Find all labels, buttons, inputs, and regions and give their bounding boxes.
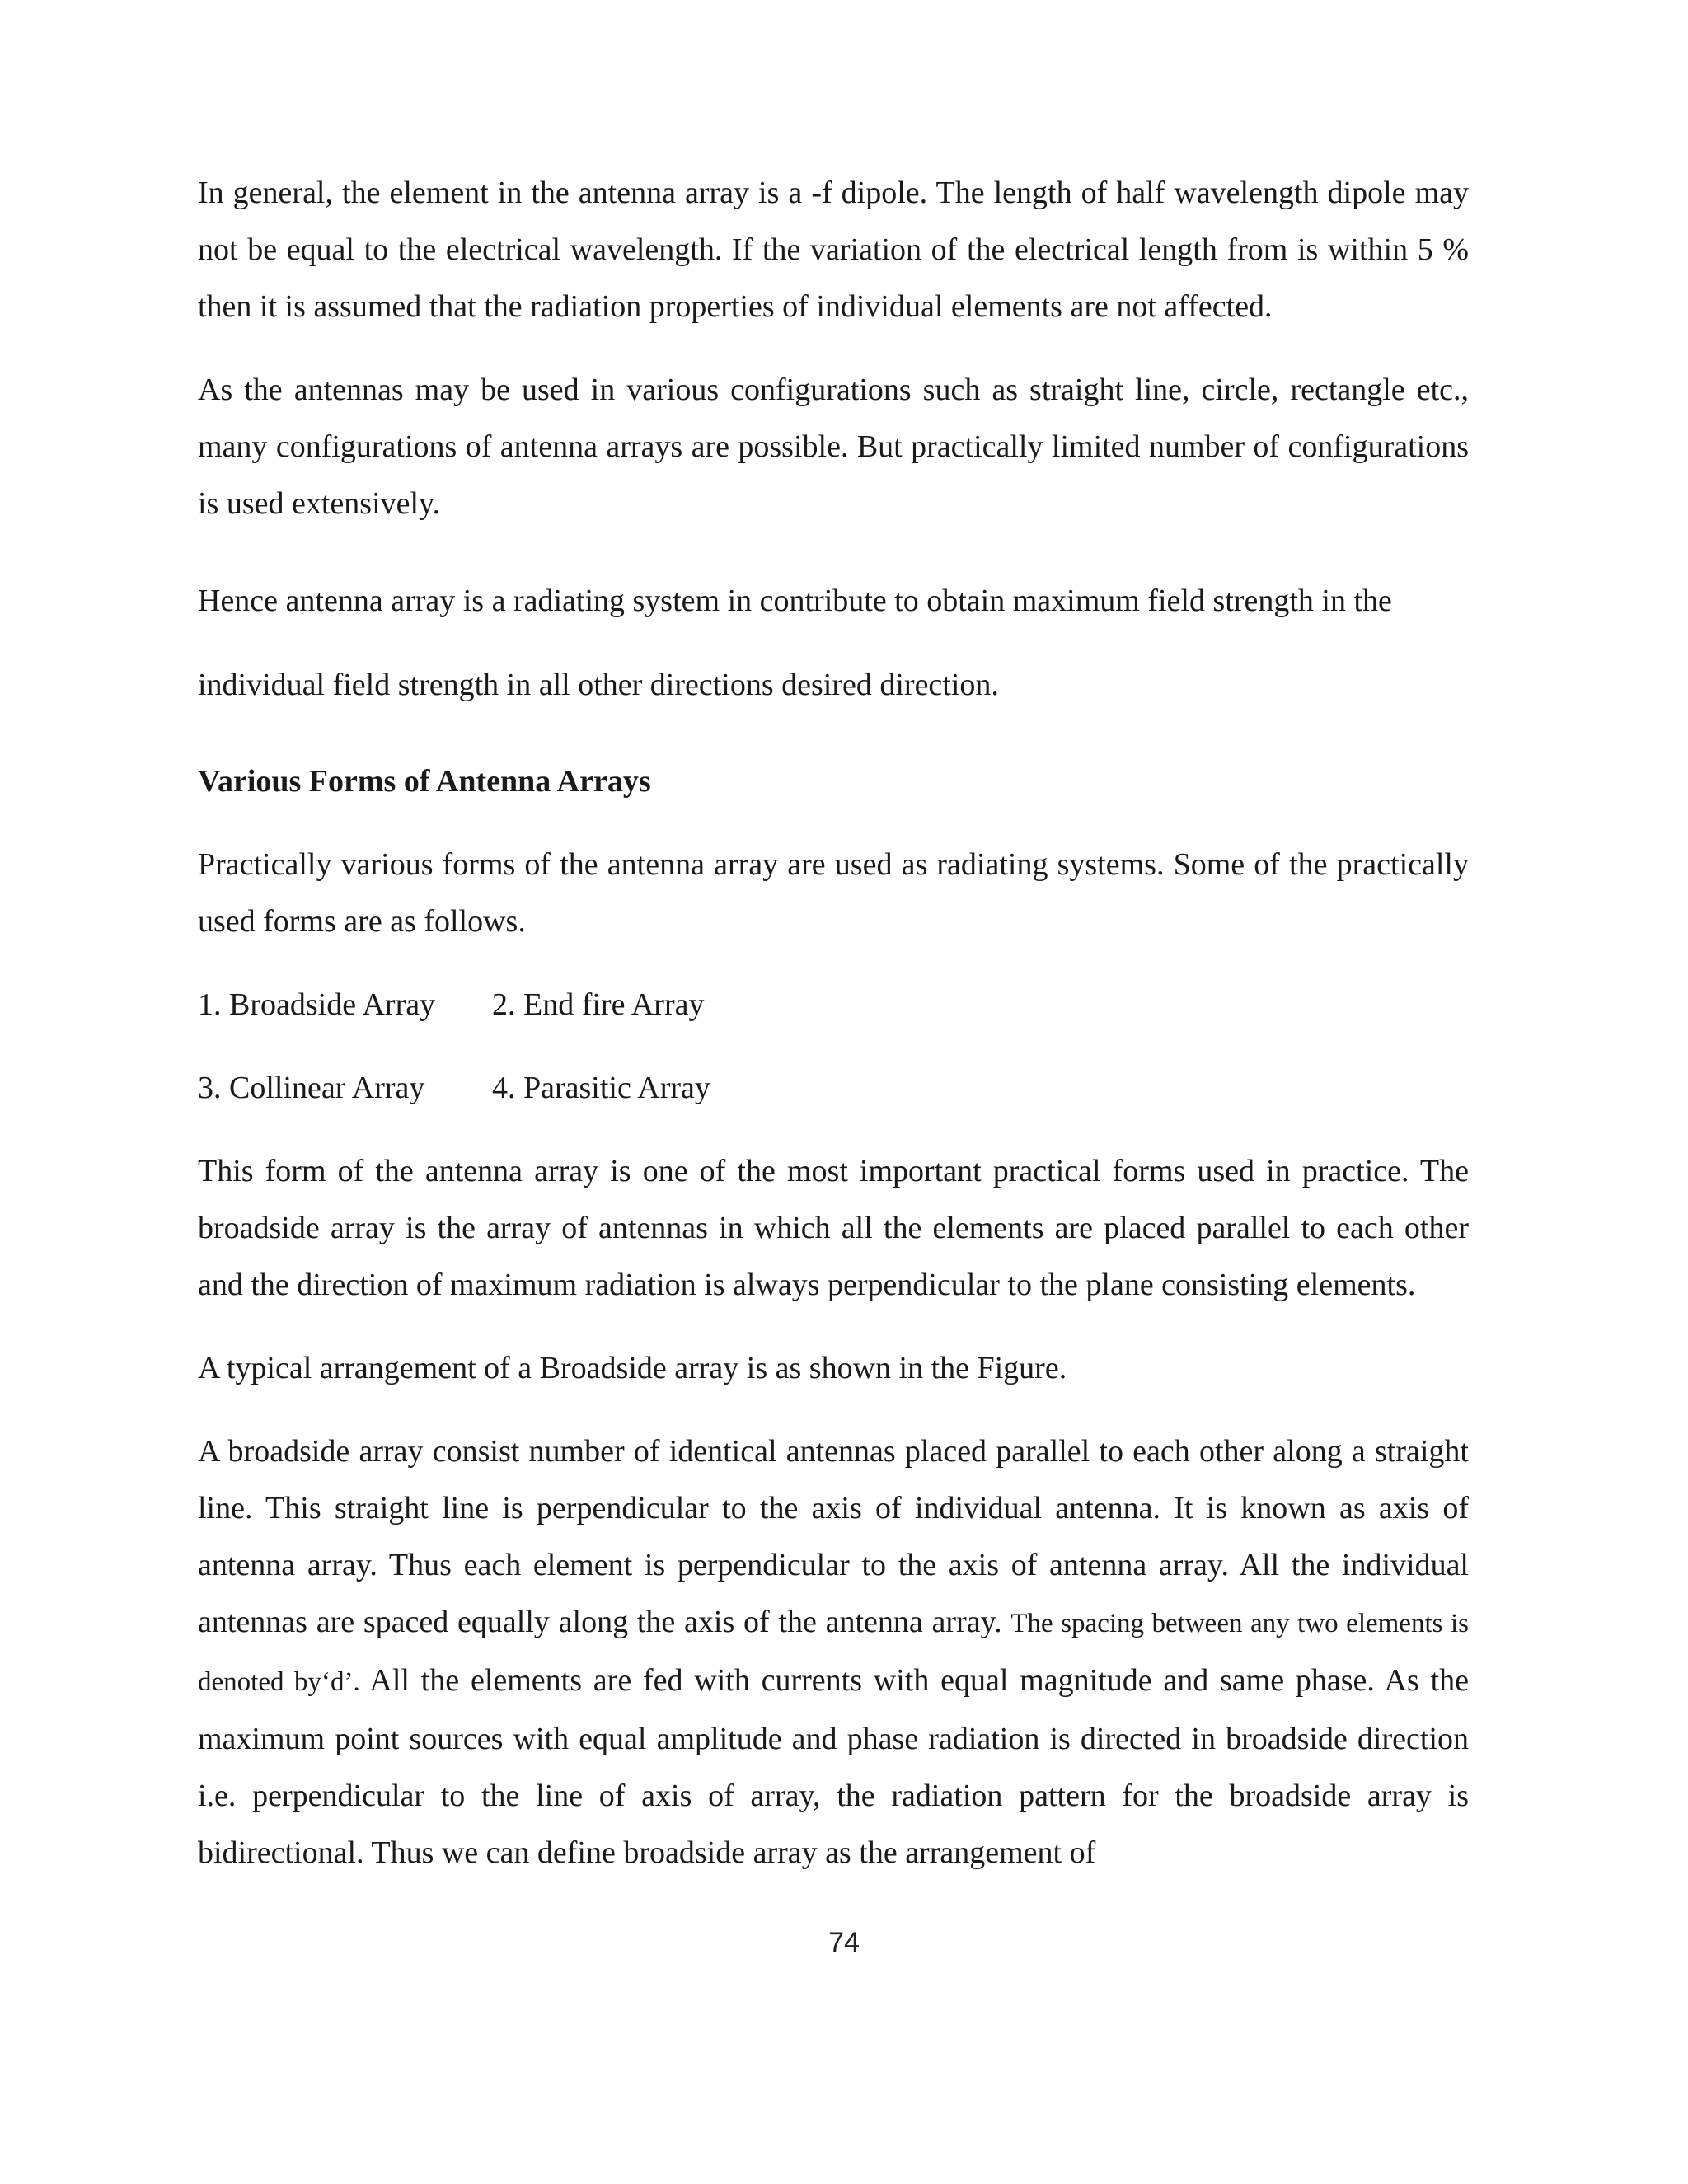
section-heading: Various Forms of Antenna Arrays (198, 764, 651, 799)
list-item-end-fire: 2. End fire Array (492, 987, 705, 1022)
paragraph-figure-reference: A typical arrangement of a Broadside array is as shown in the Figure. (198, 1351, 1067, 1385)
paragraph-broadside-definition: This form of the antenna array is one of the most important practical forms used in practice. The broadside array is the array of antennas in which all the elements are placed parallel to each other and the direction of maximum radiation is always perpendicular to the plane consisting elements. (198, 1154, 1469, 1302)
array-forms-list-row-2 (198, 1060, 1469, 1117)
list-item-parasitic: 4. Parasitic Array (492, 1071, 710, 1105)
paragraph-broadside-description (198, 1423, 1469, 1882)
list-item-broadside: 1. Broadside Array (198, 987, 436, 1022)
list-item-collinear: 3. Collinear Array (198, 1071, 425, 1105)
paragraph-dipole-element: In general, the element in the antenna array is a -f dipole. The length of half wavelength dipole may not be equal to the electrical wavelength. If the variation of the electrical length from is within 5 % then it is assumed that the radiation properties of individual elements are not affected. (198, 176, 1469, 324)
paragraph-radiating-system: Hence antenna array is a radiating system in contribute to obtain maximum field strength in the individual field strength in all other directions desired direction. (198, 583, 1392, 702)
paragraph-spacing-note: The spacing between any two elements is denoted by‘d’. (198, 1609, 1469, 1697)
paragraph-text-part-2: All the elements are fed with currents with equal magnitude and same phase. As the maximum point sources with equal amplitude and phase radiation is directed in broadside direction i.e. perpendicular to the line of axis of array, the radiation pattern for the broadside array is bidirectional. Thus we can define broadside array as the arrangement of (198, 1663, 1469, 1870)
page-number: 74 (828, 1927, 860, 1958)
document-page (198, 165, 1469, 1908)
paragraph-text-part-1: A broadside array consist number of identical antennas placed parallel to each other along a straight line. This straight line is perpendicular to the axis of individual antenna. It is known as axis of antenna array. Thus each element is perpendicular to the axis of antenna array. All the individual antennas are spaced equally along the axis of the antenna array. (198, 1434, 1469, 1639)
paragraph-practical-forms: Practically various forms of the antenna array are used as radiating systems. Some of the practically used forms are as follows. (198, 847, 1469, 939)
array-forms-list-row-1 (198, 977, 1469, 1033)
paragraph-configurations: As the antennas may be used in various configurations such as straight line, circle, rectangle etc., many configurations of antenna arrays are possible. But practically limited number of configurations is used extensively. (198, 373, 1469, 521)
